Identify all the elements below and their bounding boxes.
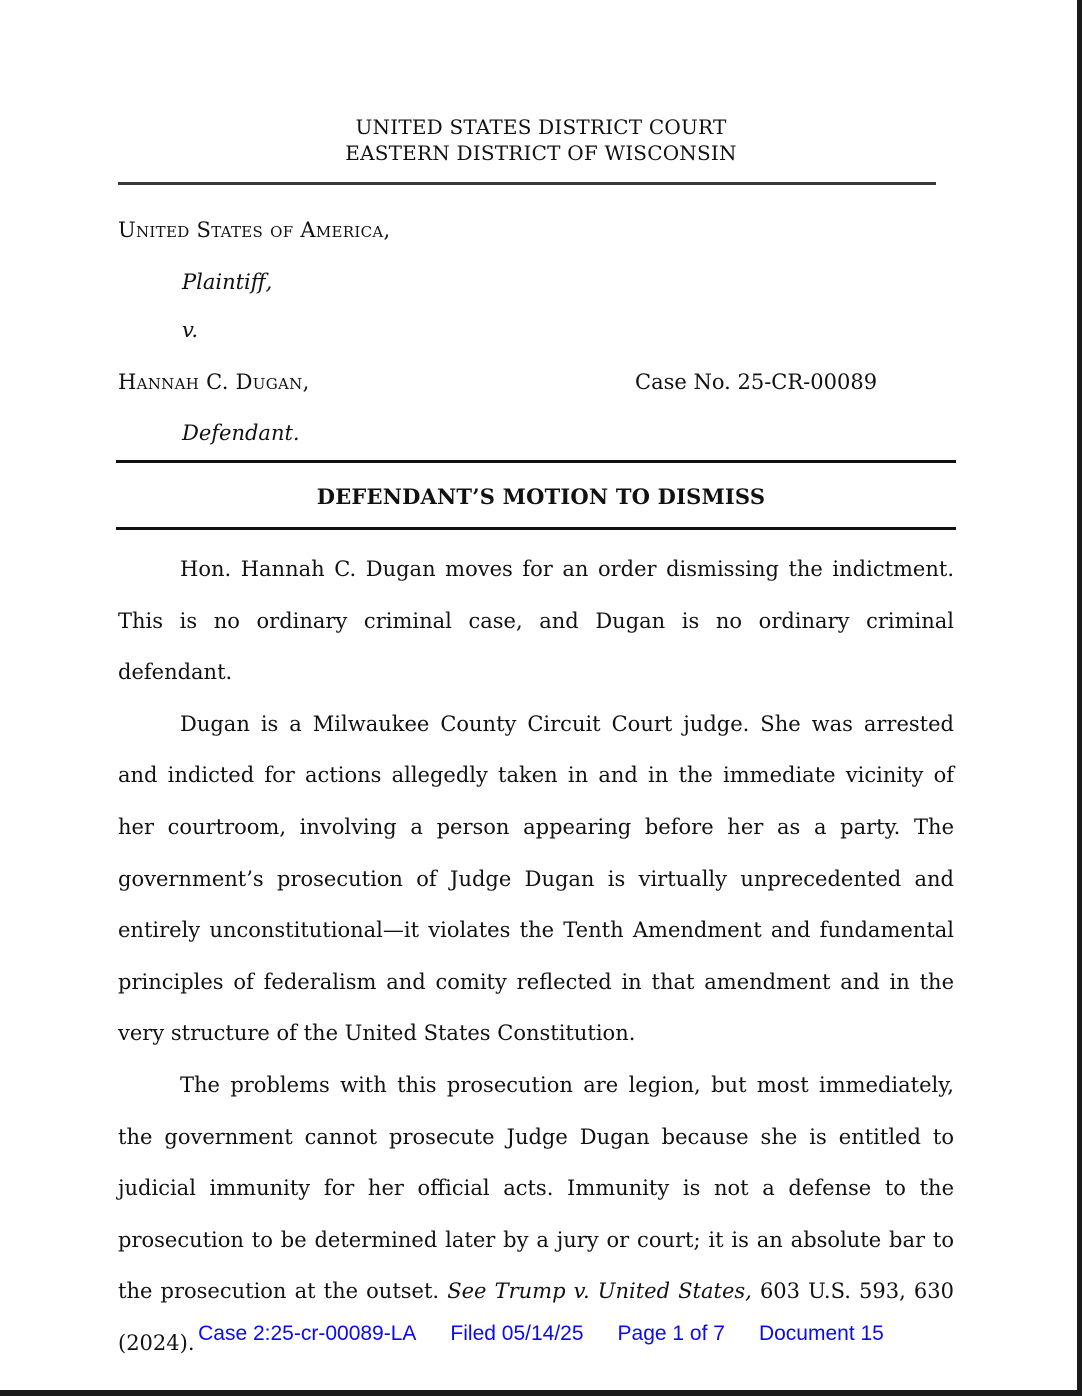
motion-body: [118, 544, 954, 1370]
citation-reporter: 603 U.S. 593, 630 (2024).: [118, 1279, 954, 1355]
paragraph-2: Dugan is a Milwaukee County Circuit Court judge. She was arrested and indicted for actions allegedly taken in and in the immediate vicinity of her courtroom, involving a person appearing before her as a party. The government’s prosecution of Judge Dugan is virtually unprecedented and entirely unconstitutional—it violates the Tenth Amendment and fundamental principles of federalism and comity reflected in that amendment and in the very structure of the United States Constitution.: [118, 711, 954, 1046]
ecf-document-number: Document 15: [758, 1322, 884, 1345]
paragraph-1: Hon. Hannah C. Dugan moves for an order dismissing the indictment. This is no ordinary criminal case, and Dugan is no ordinary criminal defendant.: [118, 557, 954, 685]
caption-divider: [118, 182, 936, 185]
versus-label: v.: [182, 318, 199, 342]
defendant-label: Defendant.: [182, 421, 300, 445]
court-district: EASTERN DISTRICT OF WISCONSIN: [345, 141, 737, 165]
court-name: UNITED STATES DISTRICT COURT: [355, 115, 727, 139]
paragraph-3-text: The problems with this prosecution are legion, but most immediately, the government cannot prosecute Judge Dugan because she is entitled to judicial immunity for her official acts. Immunity is not a defense to the prosecution to be determined later by a jury or court; it is an absolute bar to the prosecution at the outset.: [118, 1072, 954, 1304]
defendant-name: Hannah C. Dugan,: [118, 370, 310, 394]
page-edge-right: [1077, 0, 1082, 1396]
case-citation: See Trump v. United States,: [447, 1279, 752, 1304]
title-rule-bottom: [116, 527, 956, 530]
case-number: Case No. 25-CR-00089: [635, 370, 878, 394]
plaintiff-label: Plaintiff,: [182, 270, 273, 294]
title-rule-top: [116, 460, 956, 463]
motion-title: DEFENDANT’S MOTION TO DISMISS: [316, 484, 766, 509]
plaintiff-name: United States of America,: [118, 218, 391, 242]
ecf-page-number: Page 1 of 7: [617, 1322, 725, 1345]
ecf-case-number: Case 2:25-cr-00089-LA: [198, 1322, 417, 1345]
ecf-filed-date: Filed 05/14/25: [450, 1322, 584, 1345]
court-header: [0, 114, 1082, 166]
page-edge-bottom: [0, 1390, 1082, 1396]
ecf-stamp: [0, 1322, 1082, 1346]
